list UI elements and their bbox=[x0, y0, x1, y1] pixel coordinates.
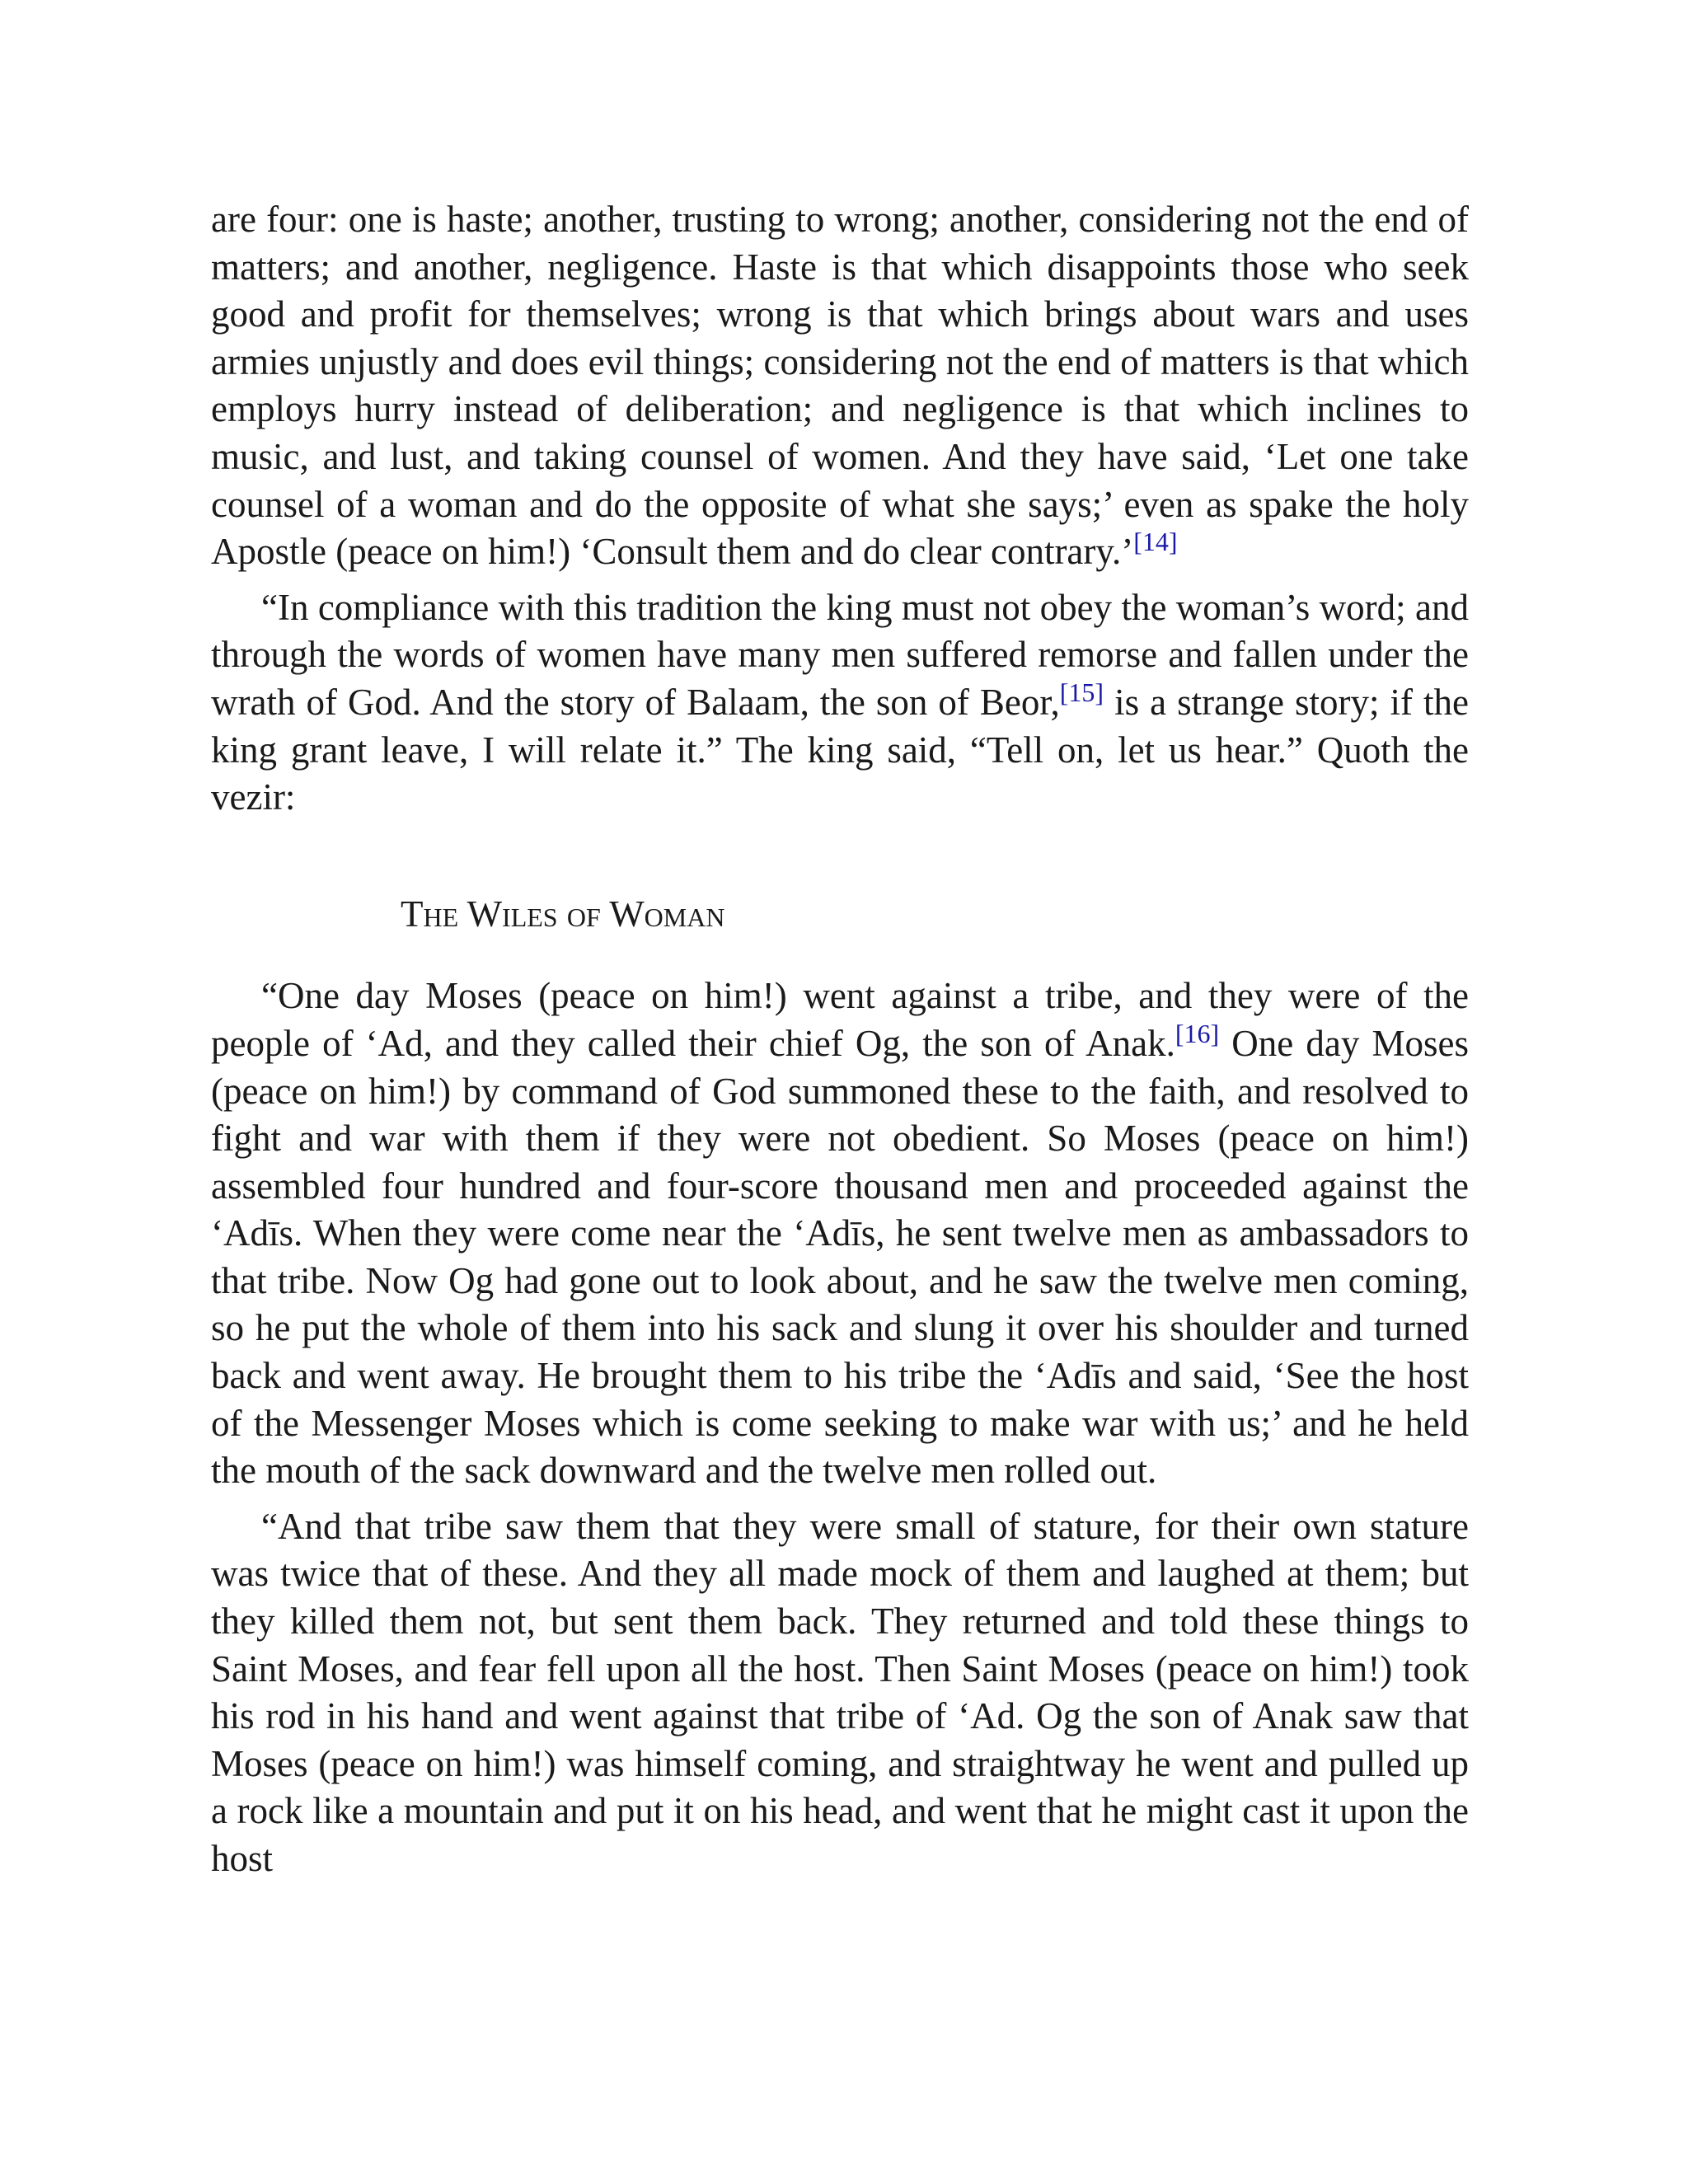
paragraph-3-text-a: “One day Moses (peace on him!) went against a tribe, and they were of the people of ‘Ad, and they called their chief Og, the son of Anak. bbox=[211, 975, 1469, 1064]
footnote-link-14[interactable]: [14] bbox=[1133, 527, 1178, 557]
paragraph-3-text-b: One day Moses (peace on him!) by command of God summoned these to the faith, and resolved to fight and war with them if they were not obedient. So Moses (peace on him!) assembled four hundred and four-score thousand men and proceeded against the ‘Adīs. When they were come near the ‘Adīs, he sent twelve men as ambassadors to that tribe. Now Og had gone out to look about, and he saw the twelve men coming, so he put the whole of them into his sack and slung it over his shoulder and turned back and went away. He brought them to his tribe the ‘Adīs and said, ‘See the host of the Messenger Moses which is come seeking to make war with us;’ and he held the mouth of the sack downward and the twelve men rolled out. bbox=[211, 1022, 1469, 1492]
paragraph-2-text-b: is a strange story; if the king grant leave, I will relate it.” The king said, “Tell on, let us hear.” Quoth the vezir: bbox=[211, 681, 1469, 818]
footnote-link-15[interactable]: [15] bbox=[1059, 677, 1104, 707]
paragraph-1-text: are four: one is haste; another, trusting to wrong; another, considering not the end of matters; and another, negligence. Haste is that which disappoints those who seek good and profit for themselves; wrong is that which brings about wars and uses armies unjustly and does evil things; considering not the end of matters is that which employs hurry instead of deliberation; and negligence is that which inclines to music, and lust, and taking counsel of women. And they have said, ‘Let one take counsel of a woman and do the opposite of what she says;’ even as spake the holy Apostle (peace on him!) ‘Consult them and do clear contrary.’ bbox=[211, 199, 1469, 573]
section-heading: The Wiles of Woman bbox=[401, 893, 725, 935]
page-body bbox=[211, 196, 1469, 1883]
paragraph-2 bbox=[211, 584, 1469, 822]
paragraph-4-text: “And that tribe saw them that they were small of stature, for their own stature was twice that of these. And they all made mock of them and laughed at them; but they killed them not, but sent them back. They returned and told these things to Saint Moses, and fear fell upon all the host. Then Saint Moses (peace on him!) took his rod in his hand and went against that tribe of ‘Ad. Og the son of Anak saw that Moses (peace on him!) was himself coming, and straightway he went and pulled up a rock like a mountain and put it on his head, and went that he might cast it upon the host bbox=[211, 1505, 1469, 1879]
paragraph-2-text-a: “In compliance with this tradition the king must not obey the woman’s word; and through the words of women have many men suffered remorse and fallen under the wrath of God. And the story of Balaam, the son of Beor, bbox=[211, 586, 1469, 723]
paragraph-3 bbox=[211, 972, 1469, 1495]
paragraph-1 bbox=[211, 196, 1469, 576]
paragraph-4 bbox=[211, 1503, 1469, 1883]
footnote-link-16[interactable]: [16] bbox=[1175, 1018, 1220, 1048]
